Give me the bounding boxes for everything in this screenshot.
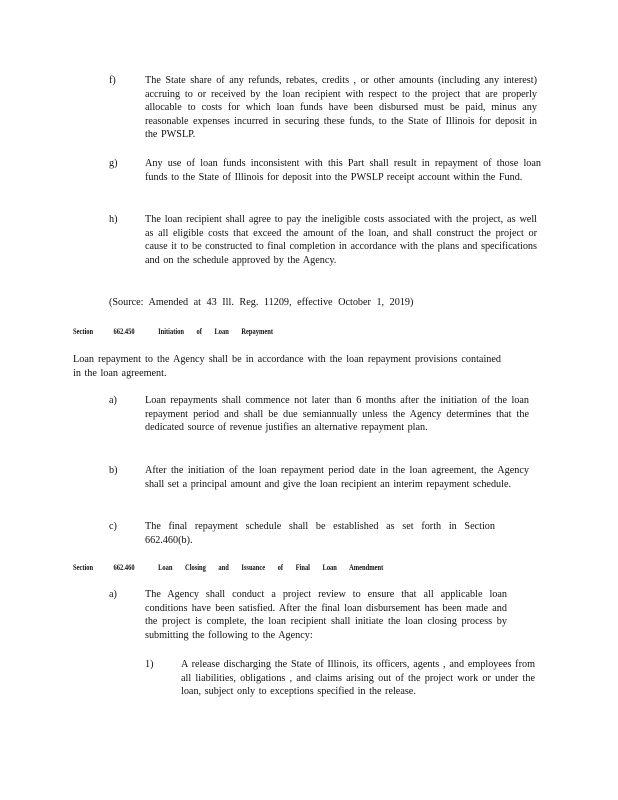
source-note: (Source: Amended at 43 Ill. Reg. 11209, effective October 1, 2019) bbox=[109, 297, 414, 308]
section-460-title: Loan Closing and Issuance of Final Loan Amendment bbox=[158, 563, 384, 572]
item-450b-label: b) bbox=[109, 465, 118, 476]
item-460a-label: a) bbox=[109, 589, 117, 600]
item-450c-text: The final repayment schedule shall be established as set forth in Section 662.460(b). bbox=[145, 521, 495, 546]
item-f-text: The State share of any refunds, rebates, credits , or other amounts (including any interest) accruing to or received by the loan recipient with respect to the project that are properly allocable to costs for which loan funds have been disbursed must be paid, minus any reasonable expenses incurred in securing these funds, to the State of Illinois for deposit in the PWSLP. bbox=[145, 75, 537, 141]
section-460-heading bbox=[73, 562, 383, 573]
section-460-number: 662.460 bbox=[113, 563, 135, 572]
item-460a1-text: A release discharging the State of Illinois, its officers, agents , and employees from all liabilities, obligations , and claims arising out of the project work or under the loan, subject only to exceptions specified in the release. bbox=[181, 659, 535, 698]
section-450-title: Initiation of Loan Repayment bbox=[158, 327, 274, 336]
section-450-heading bbox=[73, 326, 273, 337]
item-460a-text: The Agency shall conduct a project review to ensure that all applicable loan conditions have been satisfied. After the final loan disbursement has been made and the project is complete, the loan recipient shall initiate the loan closing process by submitting the following to the Agency: bbox=[145, 589, 507, 641]
section-460-label: Section bbox=[73, 563, 94, 572]
item-450a-text: Loan repayments shall commence not later than 6 months after the initiation of the loan repayment period and shall be due semiannually unless the Agency determines that the dedicated source of revenue justifies an alternative repayment plan. bbox=[145, 395, 529, 434]
item-460a1-label: 1) bbox=[145, 659, 154, 670]
section-450-label: Section bbox=[73, 327, 94, 336]
section-450-intro: Loan repayment to the Agency shall be in accordance with the loan repayment provisions contained in the loan agreement. bbox=[73, 354, 501, 379]
item-g-text: Any use of loan funds inconsistent with this Part shall result in repayment of those loan funds to the State of Illinois for deposit into the PWSLP receipt account within the Fund. bbox=[145, 158, 541, 183]
section-450-number: 662.450 bbox=[113, 327, 135, 336]
item-f-label: f) bbox=[109, 75, 116, 86]
item-g-label: g) bbox=[109, 158, 118, 169]
item-450b-text: After the initiation of the loan repayment period date in the loan agreement, the Agency shall set a principal amount and give the loan recipient an interim repayment schedule. bbox=[145, 465, 529, 490]
item-h-text: The loan recipient shall agree to pay the ineligible costs associated with the project, as well as all eligible costs that exceed the amount of the loan, and shall construct the project or cause it to be constructed to final completion in accordance with the plans and specifications and on the schedule approved by the Agency. bbox=[145, 214, 537, 266]
item-h-label: h) bbox=[109, 214, 118, 225]
item-450c-label: c) bbox=[109, 521, 117, 532]
item-450a-label: a) bbox=[109, 395, 117, 406]
